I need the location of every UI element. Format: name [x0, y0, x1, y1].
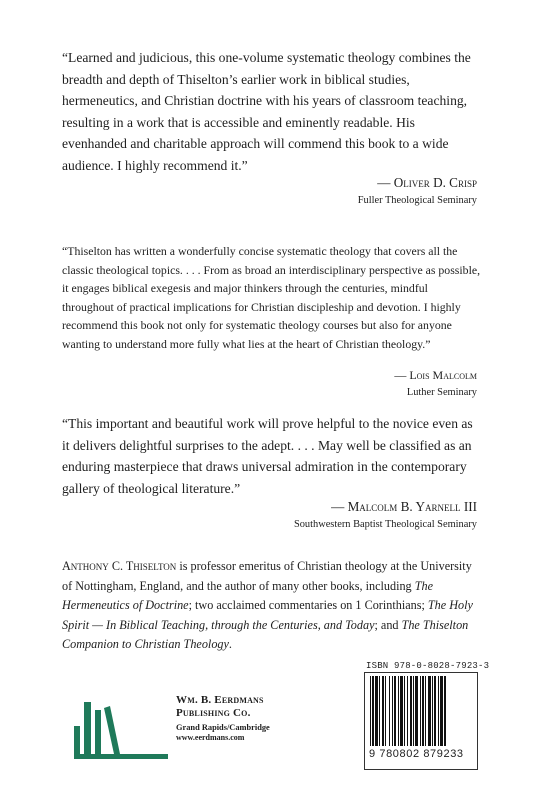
eerdmans-logo-icon	[70, 682, 170, 762]
publisher-name: Publishing Co.	[176, 707, 251, 719]
bio-book-title: The Hermeneutics of Doctrine	[62, 578, 433, 612]
author-bio	[62, 557, 482, 655]
isbn-label: ISBN 978-0-8028-7923-3	[366, 661, 490, 671]
barcode-digits: 9 780802 879233	[369, 748, 464, 760]
publisher-name: Wm. B. Eerdmans	[176, 694, 264, 706]
blurb-author-institution: Fuller Theological Seminary	[357, 195, 477, 206]
bio-text: is professor emeritus of Christian theology at the University of Nottingham, England, and the author of many other books, including	[62, 559, 472, 593]
blurb-author-name: — Oliver D. Crisp	[377, 175, 477, 190]
blurb-quote-3: “This important and beautiful work will prove helpful to the novice even as it delivers delightful surprises to the adept. . . . May well be classified as an enduring masterpiece that draws universal admiration in the contemporary gallery of theological literature.”	[62, 416, 473, 496]
bio-author-name: Anthony C. Thiselton	[62, 559, 177, 573]
blurb-author-name: — Malcolm B. Yarnell III	[331, 499, 477, 514]
bio-book-title: The Holy Spirit — In Biblical Teaching, through the Centuries, and Today	[62, 598, 473, 632]
bio-text: ; two acclaimed commentaries on 1 Corinthians;	[188, 598, 428, 612]
blurb-author-institution: Southwestern Baptist Theological Seminary	[293, 519, 477, 530]
publisher-url: www.eerdmans.com	[176, 733, 245, 742]
blurb-attribution-2	[394, 367, 477, 401]
blurb-quote-2: “Thiselton has written a wonderfully concise systematic theology that covers all the classic theological topics. . . . From as broad an interdisciplinary perspective as possible, it engages biblical exegesis and major thinkers through the centuries, mindful throughout of practical implications for Christian discipleship and devotion. I highly recommend this book not only for systematic theology courses but also for anyone wanting to understand more fully what lies at the heart of Christian theology.”	[62, 244, 481, 351]
blurb-quote-1: “Learned and judicious, this one-volume systematic theology combines the breadth and depth of Thiselton’s earlier work in biblical studies, hermeneutics, and Christian doctrine with his years of classroom teaching, resulting in a work that is accessible and eminently readable. His evenhanded and charitable approach will commend this book to a wide audience. I highly recommend it.”	[62, 50, 471, 173]
bio-text: ; and	[374, 617, 402, 632]
bio-book-title: The Thiselton Companion to Christian Theology	[62, 617, 469, 651]
bio-text: .	[228, 637, 232, 651]
publisher-location: Grand Rapids/Cambridge	[176, 723, 270, 732]
blurb-author-institution: Luther Seminary	[406, 387, 477, 398]
blurb-author-name: — Lois Malcolm	[394, 368, 477, 382]
barcode-icon	[370, 676, 474, 746]
blurb-attribution-1	[358, 174, 477, 210]
publisher-block	[176, 694, 270, 743]
blurb-attribution-3	[294, 498, 477, 534]
